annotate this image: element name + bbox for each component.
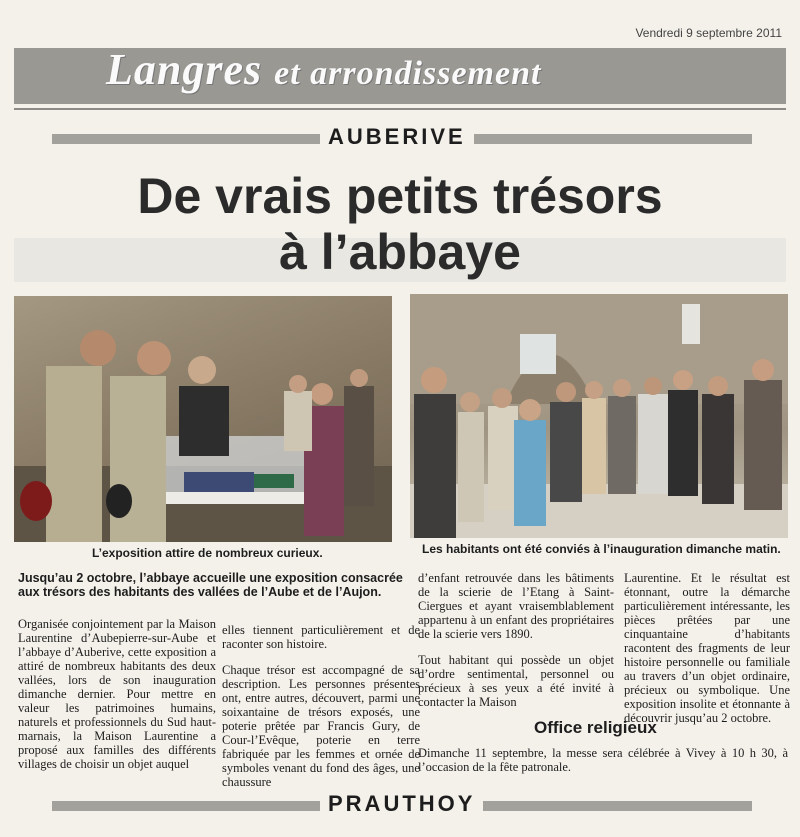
exhibition-photo-illustration [14,296,392,542]
masthead-title-rest: et arrondissement [274,55,542,92]
issue-date: Vendredi 9 septembre 2011 [635,26,782,40]
inauguration-photo [410,294,788,538]
article-paragraph: Chaque trésor est accompagné de sa description. Les personnes présentes ont, entre autres, découvert, parmi une soixantaine de trésors exposés, une poterie prêtée par Francis Gury, de Cour-l’Evêque, poterie en terre fabriquée par les femmes et ornée de symboles venant du fond des âges, une chaussure [222,663,420,789]
article-paragraph: elles tiennent particulièrement et de raconter son histoire. [222,623,420,651]
photo-caption-exhibition: L’exposition attire de nombreux curieux. [92,546,323,560]
headline-line-1: De vrais petits trésors [137,168,663,224]
headline [40,168,760,280]
article-column-4 [624,571,790,737]
photo-caption-inauguration: Les habitants ont été conviés à l’inauguration dimanche matin. [422,542,781,556]
article-paragraph: Organisée conjointement par la Maison Laurentine d’Aubepierre-sur-Aube et l’abbaye d’Auberive, cette exposition a attiré de nombreux habitants des deux vallées, lors de son inauguration dimanche dernier. Pour mettre en valeur les patrimoines humains, naturels et professionnels du Sud haut-marnais, la Maison Laurentine a proposé aux familles des différents villages de choisir un objet auquel [18,617,216,771]
article-paragraph: Laurentine. Et le résultat est étonnant, outre la démarche particulièrement intéressante, les pièces prêtées par une cinquantaine d’habitants racontent des fragments de leur histoire personnelle ou familiale au travers d’un objet ordinaire, précieux ou symbolique. Une exposition insolite et étonnante à découvrir jusqu’au 2 octobre. [624,571,790,725]
inauguration-photo-illustration [410,294,788,538]
article-paragraph: d’enfant retrouvée dans les bâtiments de la scierie de l’Etang à Saint-Ciergues et ayant vraisemblablement appartenu à un enfant des propriétaires de la scierie vers 1890. [418,571,614,641]
section-label: AUBERIVE [320,124,474,150]
exhibition-photo [14,296,392,542]
article-column-2 [222,623,420,801]
article-lead: Jusqu’au 2 octobre, l’abbaye accueille une exposition consacrée aux trésors des habitants des vallées de l’Aube et de l’Aujon. [18,571,403,599]
masthead-title-main: Langres [106,45,263,94]
notice-text: Dimanche 11 septembre, la messe sera célébrée à Vivey à 10 h 30, à l’occasion de la fête patronale. [418,746,788,774]
masthead-title [106,44,541,95]
article-column-1 [18,617,216,783]
article-paragraph: Tout habitant qui possède un objet d’ordre sentimental, personnel ou précieux à ses yeux a été invité à contacter la Maison [418,653,614,709]
headline-line-2: à l’abbaye [279,224,521,280]
article-column-3 [418,571,614,721]
notice-title: Office religieux [534,718,657,737]
masthead-rule [14,108,786,110]
next-section-label: PRAUTHOY [320,791,483,817]
